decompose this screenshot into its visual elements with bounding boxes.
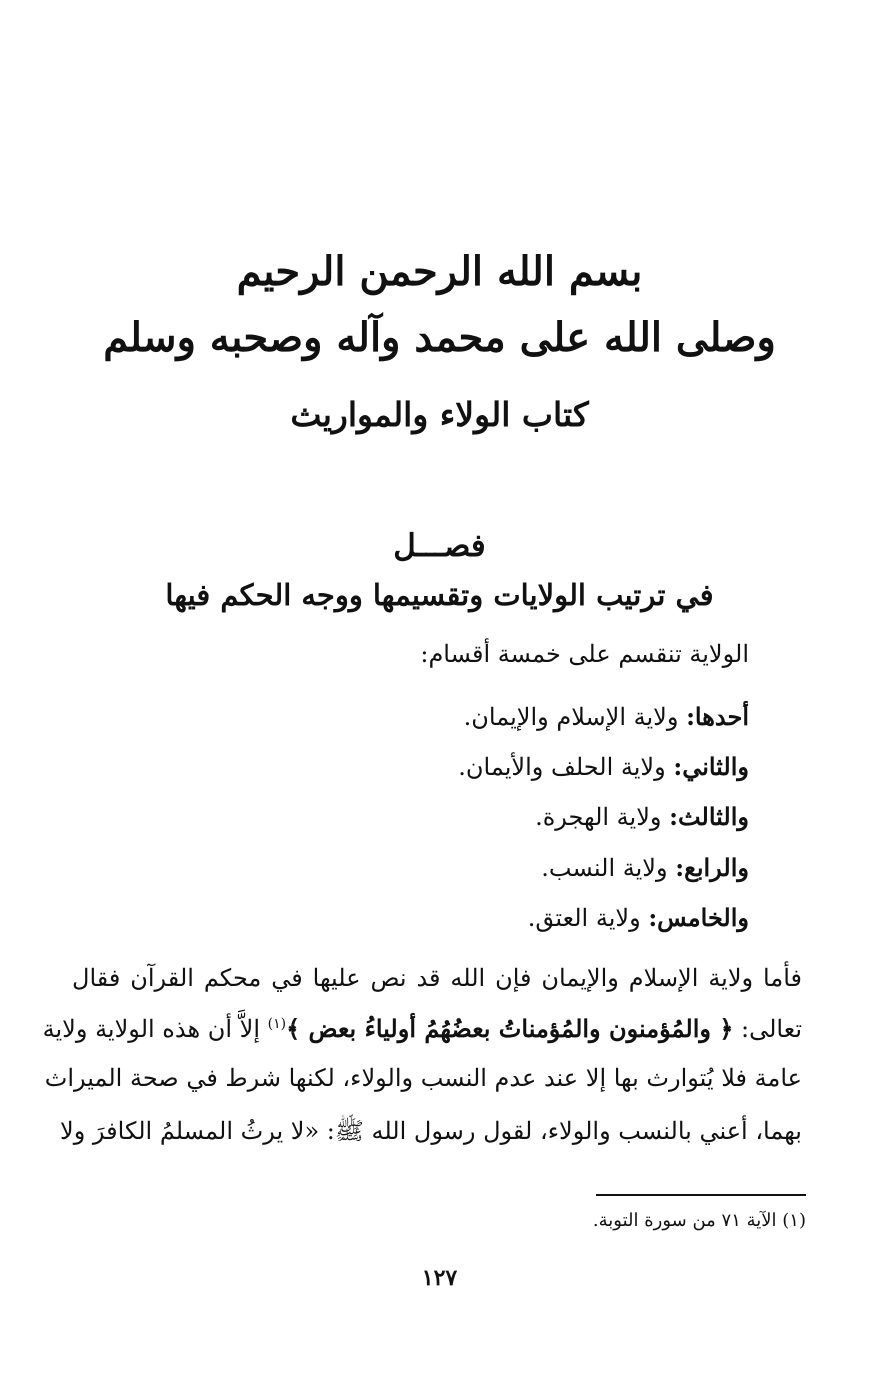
salutation-heading: وصلى الله على محمد وآله وصحبه وسلم [103, 314, 776, 361]
division-text: ولاية النسب. [541, 854, 676, 882]
division-text: ولاية العتق. [527, 904, 649, 932]
division-item [458, 752, 749, 781]
division-text: ولاية الهجرة. [535, 803, 670, 831]
division-ordinal: والثاني: [673, 752, 749, 781]
page-number: ١٢٧ [421, 1265, 458, 1291]
division-item [464, 702, 749, 731]
division-ordinal: والثالث: [669, 802, 749, 831]
footnote: (١) الآية ٧١ من سورة التوبة. [592, 1210, 806, 1231]
divisions-intro: الولاية تنقسم على خمسة أقسام: [420, 640, 749, 668]
division-text: ولاية الحلف والأيمان. [458, 753, 674, 781]
footnote-reference: (١) [267, 1016, 287, 1032]
footnote-divider [596, 1194, 806, 1196]
division-ordinal: أحدها: [686, 702, 749, 731]
division-ordinal: والخامس: [648, 903, 749, 932]
paragraph-line: عامة فلا يُتوارث بها إلا عند عدم النسب والولاء، لكنها شرط في صحة الميراث [44, 1064, 802, 1092]
paragraph-text: إلاَّ أن هذه الولاية ولاية [42, 1015, 268, 1043]
paragraph-text: تعالى: [733, 1015, 802, 1043]
quran-verse: ﴿ والمُؤمنون والمُؤمناتُ بعضُهُمُ أولياءُ بعض ﴾ [286, 1014, 734, 1043]
section-subtitle: في ترتيب الولايات وتقسيمها ووجه الحكم فيها [165, 578, 714, 612]
basmala-heading: بسم الله الرحمن الرحيم [236, 248, 643, 295]
paragraph-line: فأما ولاية الإسلام والإيمان فإن الله قد نص عليها في محكم القرآن فقال [72, 964, 802, 992]
division-ordinal: والرابع: [675, 853, 749, 882]
division-item [541, 853, 749, 882]
book-title: كتاب الولاء والمواريث [290, 395, 589, 434]
section-heading: فصـــل [393, 528, 486, 564]
paragraph-line: بهما، أعني بالنسب والولاء، لقول رسول الله ﷺ: «لا يرثُ المسلمُ الكافرَ ولا [60, 1117, 802, 1145]
division-item [528, 903, 749, 932]
paragraph-line [42, 1014, 802, 1043]
division-item [535, 802, 749, 831]
division-text: ولاية الإسلام والإيمان. [463, 703, 687, 731]
